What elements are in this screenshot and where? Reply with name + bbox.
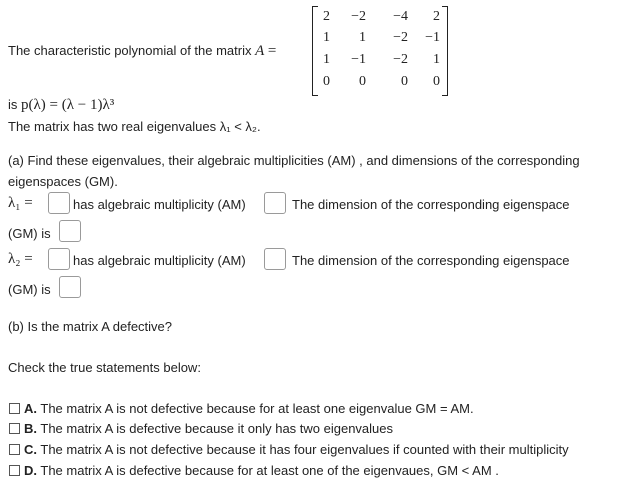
- option-label[interactable]: [24, 421, 393, 436]
- option-text: The matrix A is defective because it only has two eigenvalues: [37, 421, 394, 436]
- polynomial-line: [8, 97, 114, 114]
- option-checkbox[interactable]: [9, 444, 20, 455]
- option-letter: B.: [24, 421, 37, 436]
- matrix-cell: −1: [351, 52, 366, 67]
- matrix-cell: 0: [359, 74, 366, 89]
- lambda1-am-text: has algebraic multiplicity (AM): [73, 197, 246, 212]
- lambda1-am-input[interactable]: [264, 192, 286, 214]
- option-text: The matrix A is not defective because it has four eigenvalues if counted with their multiplicity: [37, 442, 569, 457]
- option-letter: A.: [24, 401, 37, 416]
- matrix-cell: −2: [393, 30, 408, 45]
- part-a-prompt-line1: (a) Find these eigenvalues, their algebraic multiplicities (AM) , and dimensions of the corresponding: [8, 153, 580, 168]
- matrix-cell: 0: [433, 74, 440, 89]
- check-prompt: Check the true statements below:: [8, 360, 201, 375]
- option-label[interactable]: [24, 463, 499, 478]
- lambda2-gm-input[interactable]: [59, 276, 81, 298]
- matrix-cell: 1: [323, 30, 330, 45]
- matrix-cell: 2: [323, 9, 330, 24]
- matrix-cell: 1: [359, 30, 366, 45]
- intro-text: [8, 43, 276, 60]
- part-b-prompt: (b) Is the matrix A defective?: [8, 319, 173, 334]
- option-checkbox[interactable]: [9, 465, 20, 476]
- lambda2-am-input[interactable]: [264, 248, 286, 270]
- eigen-statement: The matrix has two real eigenvalues λ₁ < λ₂.: [8, 119, 261, 134]
- matrix-cell: −2: [393, 52, 408, 67]
- option-text: The matrix A is defective because for at least one of the eigenvaues, GM < AM .: [37, 463, 499, 478]
- polynomial: p(λ) = (λ − 1)λ³: [21, 97, 115, 113]
- matrix-cell: −4: [393, 9, 408, 24]
- option-checkbox[interactable]: [9, 403, 20, 414]
- intro-prefix: The characteristic polynomial of the matrix: [8, 43, 256, 58]
- matrix-symbol: A: [255, 43, 265, 59]
- lambda2-label: λ₂ =: [8, 251, 33, 267]
- lambda1-input[interactable]: [48, 192, 70, 214]
- option-letter: C.: [24, 442, 37, 457]
- option-label[interactable]: [24, 401, 474, 416]
- part-a-prompt-line2: eigenspaces (GM).: [8, 174, 118, 189]
- lambda1-gm-text: The dimension of the corresponding eigenspace: [292, 197, 570, 212]
- lambda2-am-text: has algebraic multiplicity (AM): [73, 253, 246, 268]
- is-prefix: is: [8, 97, 21, 112]
- lambda1-gm-is: (GM) is: [8, 226, 51, 241]
- matrix-cell: 0: [401, 74, 408, 89]
- option-text: The matrix A is not defective because for at least one eigenvalue GM = AM.: [37, 401, 474, 416]
- matrix-cell: 1: [323, 52, 330, 67]
- option-label[interactable]: [24, 442, 569, 457]
- option-checkbox[interactable]: [9, 423, 20, 434]
- right-bracket: [442, 6, 448, 96]
- lambda2-input[interactable]: [48, 248, 70, 270]
- matrix-cell: 2: [433, 9, 440, 24]
- matrix-cell: −1: [425, 30, 440, 45]
- matrix-cell: 0: [323, 74, 330, 89]
- matrix-cell: −2: [351, 9, 366, 24]
- option-letter: D.: [24, 463, 37, 478]
- matrix-display: [312, 6, 448, 96]
- matrix-cell: 1: [433, 52, 440, 67]
- equals-sign: =: [267, 43, 277, 59]
- lambda2-gm-is: (GM) is: [8, 282, 51, 297]
- lambda1-label: λ₁ =: [8, 195, 33, 211]
- lambda2-gm-text: The dimension of the corresponding eigenspace: [292, 253, 570, 268]
- lambda1-gm-input[interactable]: [59, 220, 81, 242]
